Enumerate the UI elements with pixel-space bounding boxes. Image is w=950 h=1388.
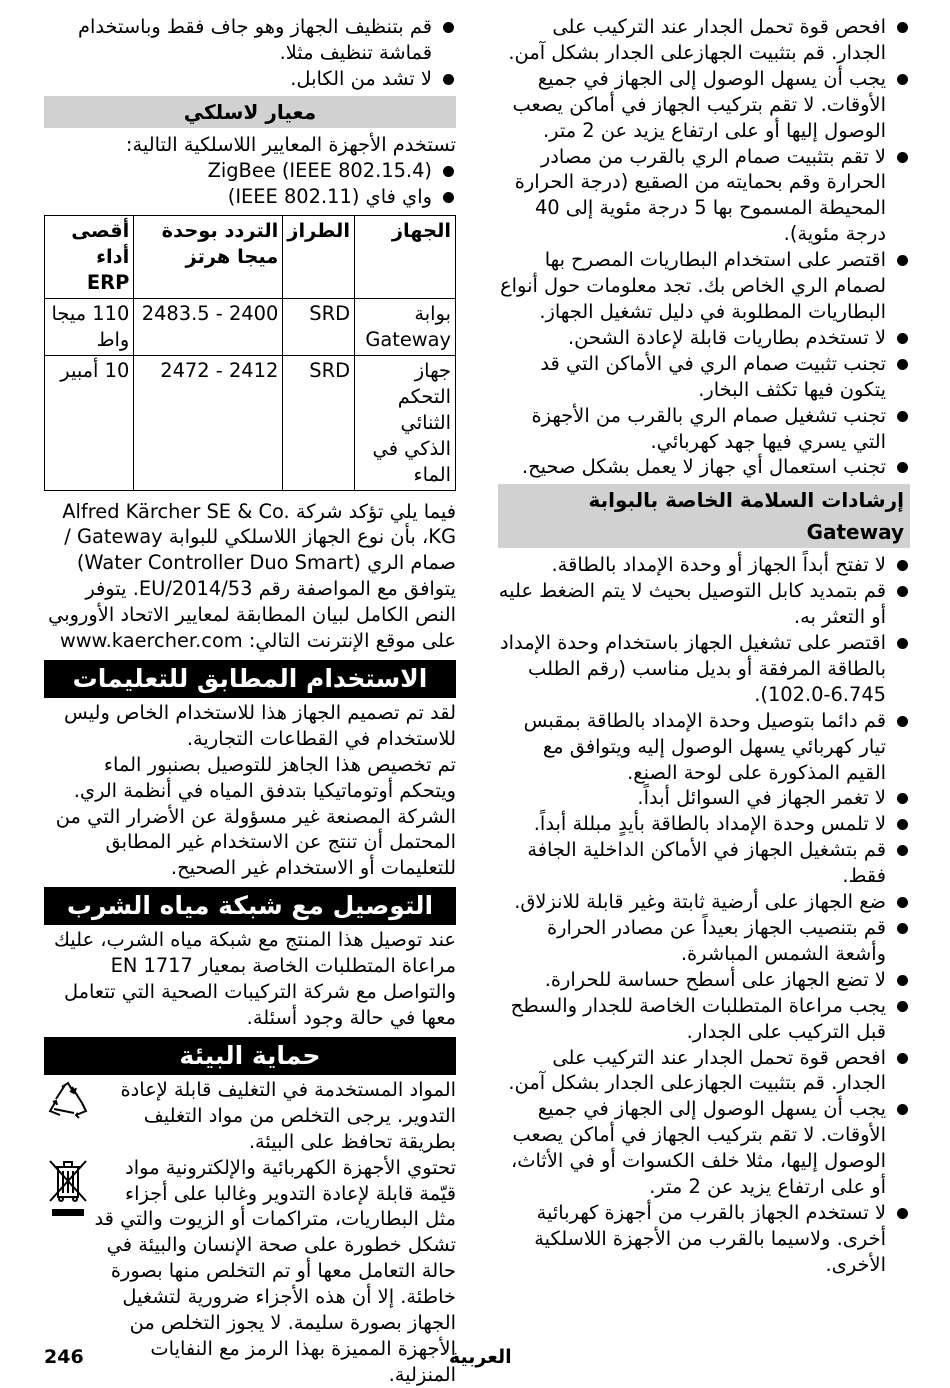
list-item: لا تقم بتثبيت صمام الري بالقرب من مصادر الحرارة وقم بحمايته من الصقيع (درجة الحرارة المحيطة المسموح بها 5 درجة مئوية إلى 40 درجة مئوية). bbox=[498, 144, 910, 248]
list-item: لا تغمر الجهاز في السوائل أبداً. bbox=[498, 785, 910, 811]
table-cell: جهاز التحكم الثنائي الذكي في الماء bbox=[355, 355, 456, 490]
list-item: لا تستخدم بطاريات قابلة لإعادة الشحن. bbox=[498, 325, 910, 351]
page-number: 246 bbox=[44, 1346, 84, 1368]
list-item: لا تلمس وحدة الإمداد بالطاقة بأيدٍ مبللة أبداً. bbox=[498, 811, 910, 837]
list-item: يجب أن يسهل الوصول إلى الجهاز في جميع الأوقات. لا تقم بتركيب الجهاز في أماكن يصعب الوصول إليها، مثلا خلف الكسوات أو في الأثاث، أو على ارتفاع يزيد عن 2 متر. bbox=[498, 1096, 910, 1200]
wireless-list bbox=[44, 158, 456, 210]
left-column bbox=[44, 14, 456, 1388]
drinking-water-paragraph: عند توصيل هذا المنتج مع شبكة مياه الشرب، عليك مراعاة المتطلبات الخاصة بمعيار EN 1717 والتواصل مع شركة التركيبات الصحية التي تتعامل معها في حالة وجود أسئلة. bbox=[53, 928, 456, 1029]
table-header-cell: الجهاز bbox=[355, 216, 456, 299]
right-column bbox=[498, 14, 910, 1278]
recycling-paragraph: المواد المستخدمة في التغليف قابلة لإعادة التدوير. يرجى التخلص من مواد التغليف بطريقة تحافظ على البيئة. bbox=[120, 1077, 456, 1153]
declaration-of-conformity: فيما يلي تؤكد شركة Alfred Kärcher SE & Co. KG، بأن نوع الجهاز اللاسلكي للبوابة Gateway / صمام الري (Water Controller Duo Smart) يتوافق مع المواصفة رقم EU/2014/53. يتوفر النص الكامل لبيان المطابقة لمعايير الاتحاد الأوروبي على موقع الإنترنت التالي: www.kaercher.com bbox=[48, 499, 456, 653]
table-cell: بوابة Gateway bbox=[355, 299, 456, 356]
weee-note bbox=[44, 1155, 456, 1388]
list-item: قم بتنظيف الجهاز وهو جاف فقط وباستخدام قماشة تنظيف مثلا. bbox=[44, 14, 456, 66]
wireless-standard-heading: معيار لاسلكي bbox=[44, 96, 456, 128]
table-row bbox=[45, 355, 456, 490]
list-item: يجب مراعاة المتطلبات الخاصة للجدار والسطح قبل التركيب على الجدار. bbox=[498, 993, 910, 1045]
list-item: ZigBee (IEEE 802.15.4) bbox=[44, 158, 456, 184]
list-item: لا تشد من الكابل. bbox=[44, 66, 456, 92]
table-header-row bbox=[45, 216, 456, 299]
intended-use-heading: الاستخدام المطابق للتعليمات bbox=[44, 660, 456, 698]
weee-paragraph: تحتوي الأجهزة الكهربائية والإلكترونية مواد قيّمة قابلة لإعادة التدوير وغالبا على أجزاء مثل البطاريات، متراكمات أو الزيوت والتي قد تشكل خطورة على صحة الإنسان والبيئة في حالة التعامل معها أو تم التخلص منها بصورة خاطئة. إلا أن هذه الأجزاء ضرورية لتشغيل الجهاز بصورة سليمة. لا يجوز التخلص من الأجهزة المميزة بهذا الرمز مع النفايات المنزلية. bbox=[94, 1155, 456, 1386]
table-header-cell: الطراز bbox=[283, 216, 355, 299]
gateway-safety-bullets bbox=[498, 552, 910, 1277]
list-item: تجنب تشغيل صمام الري بالقرب من الأجهزة التي يسري فيها جهد كهربائي. bbox=[498, 403, 910, 455]
crossed-bin-icon bbox=[44, 1155, 92, 1221]
list-item: لا تفتح أبداً الجهاز أو وحدة الإمداد بالطاقة. bbox=[498, 552, 910, 578]
list-item: قم دائما بتوصيل وحدة الإمداد بالطاقة بمقبس تيار كهربائي يسهل الوصول إليه ويتوافق مع القيم المذكورة على لوحة الصنع. bbox=[498, 708, 910, 786]
table-cell: 2400 - 2483.5 bbox=[134, 299, 283, 356]
wireless-intro: تستخدم الأجهزة المعايير اللاسلكية التالية: bbox=[125, 132, 456, 156]
recycling-note bbox=[44, 1077, 456, 1155]
list-item: قم بتمديد كابل التوصيل بحيث لا يتم الضغط عليه أو التعثر به. bbox=[498, 578, 910, 630]
intended-use-paragraph: لقد تم تصميم الجهاز هذا للاستخدام الخاص وليس للاستخدام في القطاعات التجارية. bbox=[63, 700, 456, 750]
list-item: تجنب تثبيت صمام الري في الأماكن التي قد يتكون فيها تكثف البخار. bbox=[498, 351, 910, 403]
list-item: اقتصر على استخدام البطاريات المصرح بها لصمام الري الخاص بك. تجد معلومات حول أنواع البطاريات المطلوبة في دليل تشغيل الجهاز. bbox=[498, 247, 910, 325]
table-cell: SRD bbox=[283, 355, 355, 490]
list-item: افحص قوة تحمل الجدار عند التركيب على الجدار. قم بتثبيت الجهازعلى الجدار بشكل آمن. bbox=[498, 1045, 910, 1097]
table-header-cell: التردد بوحدة ميجا هرتز bbox=[134, 216, 283, 299]
table-row bbox=[45, 299, 456, 356]
gateway-safety-heading: إرشادات السلامة الخاصة بالبوابة Gateway bbox=[498, 484, 910, 548]
intended-use-paragraph: تم تخصيص هذا الجاهز للتوصيل بصنبور الماء ويتحكم أوتوماتيكيا بتدفق المياه في أنظمة الري. bbox=[73, 752, 456, 802]
list-item: لا تستخدم الجهاز بالقرب من أجهزة كهربائية أخرى. ولاسيما بالقرب من الأجهزة اللاسلكية الأخرى. bbox=[498, 1200, 910, 1278]
environment-heading: حماية البيئة bbox=[44, 1037, 456, 1075]
recycle-icon bbox=[44, 1077, 92, 1119]
list-item: افحص قوة تحمل الجدار عند التركيب على الجدار. قم بتثبيت الجهازعلى الجدار بشكل آمن. bbox=[498, 14, 910, 66]
list-item: تجنب استعمال أي جهاز لا يعمل بشكل صحيح. bbox=[498, 454, 910, 480]
language-label: العربية bbox=[449, 1346, 512, 1368]
table-cell: 10 أمبير bbox=[45, 355, 134, 490]
cleaning-bullets bbox=[44, 14, 456, 92]
intended-use-paragraph: الشركة المصنعة غير مسؤولة عن الأضرار التي من المحتمل أن تنتج عن الاستخدام غير المطابق للتعليمات أو الاستخدام غير الصحيح. bbox=[55, 804, 456, 880]
radio-spec-table bbox=[44, 215, 456, 490]
list-item: لا تضع الجهاز على أسطح حساسة للحرارة. bbox=[498, 967, 910, 993]
list-item: واي فاي (IEEE 802.11) bbox=[44, 184, 456, 210]
table-header-cell: أقصى أداء ERP bbox=[45, 216, 134, 299]
safety-bullets-top bbox=[498, 14, 910, 480]
list-item: ضع الجهاز على أرضية ثابتة وغير قابلة للانزلاق. bbox=[498, 889, 910, 915]
table-cell: 2412 - 2472 bbox=[134, 355, 283, 490]
table-cell: 110 ميجا واط bbox=[45, 299, 134, 356]
table-cell: SRD bbox=[283, 299, 355, 356]
list-item: اقتصر على تشغيل الجهاز باستخدام وحدة الإمداد بالطاقة المرفقة أو بديل مناسب (رقم الطلب 6.745-102.0). bbox=[498, 630, 910, 708]
drinking-water-heading: التوصيل مع شبكة مياه الشرب bbox=[44, 887, 456, 925]
list-item: قم بتنصيب الجهاز بعيداً عن مصادر الحرارة وأشعة الشمس المباشرة. bbox=[498, 915, 910, 967]
list-item: قم بتشغيل الجهاز في الأماكن الداخلية الجافة فقط. bbox=[498, 837, 910, 889]
list-item: يجب أن يسهل الوصول إلى الجهاز في جميع الأوقات. لا تقم بتركيب الجهاز في أماكن يصعب الوصول إليها أو على ارتفاع يزيد عن 2 متر. bbox=[498, 66, 910, 144]
